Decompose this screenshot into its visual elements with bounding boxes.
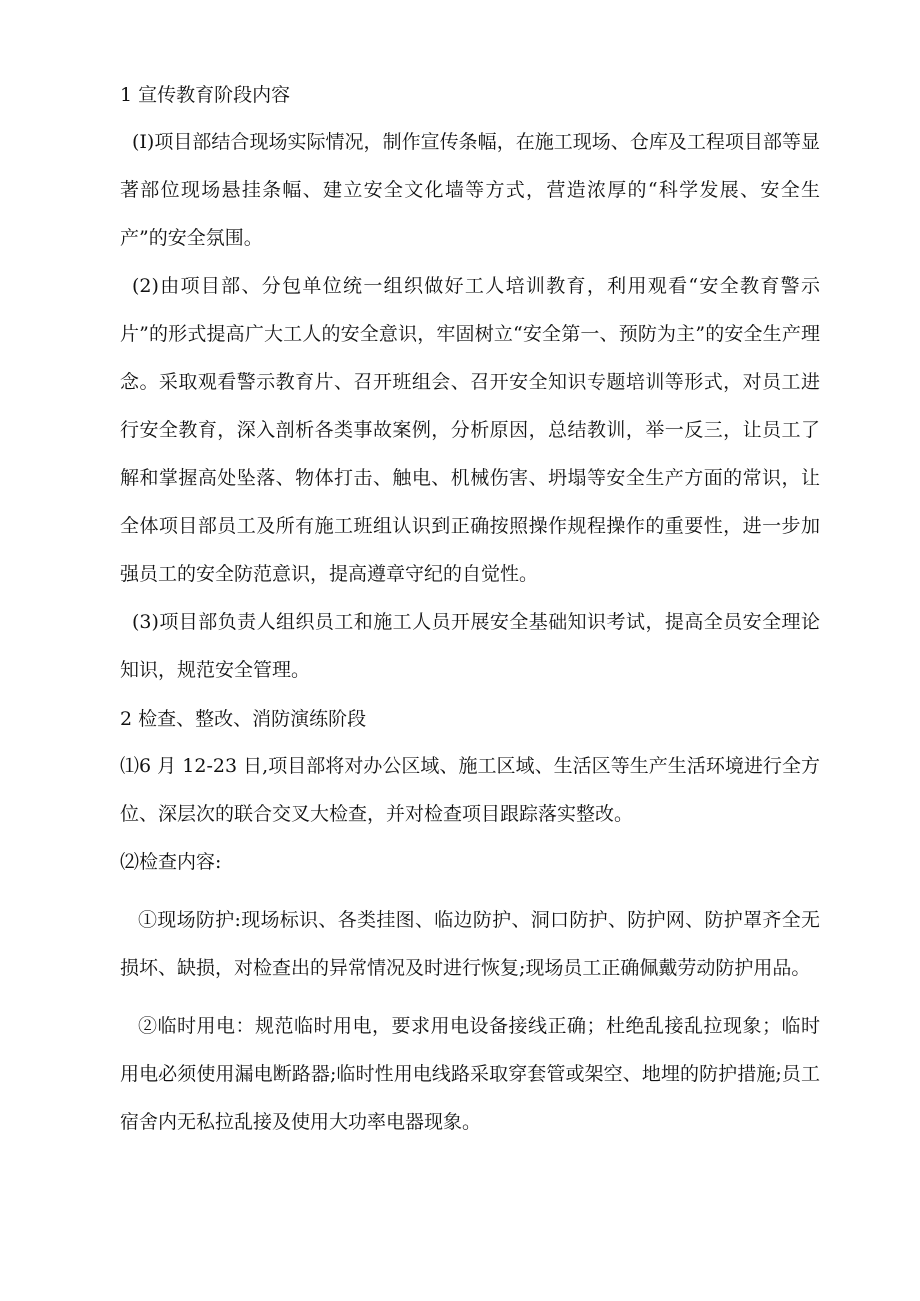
section-1-heading: 1 宣传教育阶段内容 [120,84,291,106]
document-body [120,76,820,1146]
section-2-paragraph-2: ⑵检查内容: [120,851,222,873]
section-2-heading: 2 检查、整改、消防演练阶段 [120,708,367,730]
section-1-paragraph-2: (2)由项目部、分包单位统一组织做好工人培训教育，利用观看“安全教育警示片”的形式提高广大工人的安全意识，牢固树立“安全第一、预防为主”的安全生产理念。采取观看警示教育片、召开班组会、召开安全知识专题培训等形式，对员工进行安全教育，深入剖析各类事故案例，分析原因，总结教训，举一反三，让员工了解和掌握高处坠落、物体打击、触电、机械伤害、坍塌等安全生产方面的常识，让全体项目部员工及所有施工班组认识到正确按照操作规程操作的重要性，进一步加强员工的安全防范意识，提高遵章守纪的自觉性。 [120,275,820,585]
section-2-item-2: ②临时用电：规范临时用电，要求用电设备接线正确；杜绝乱接乱拉现象；临时用电必须使用漏电断路器;临时性用电线路采取穿套管或架空、地埋的防护措施;员工宿舍内无私拉乱接及使用大功率电器现象。 [120,1015,820,1133]
section-2-paragraph-1: ⑴6 月 12-23 日,项目部将对办公区域、施工区域、生活区等生产生活环境进行全方位、深层次的联合交叉大检查，并对检查项目跟踪落实整改。 [120,755,820,825]
section-2-item-1: ①现场防护:现场标识、各类挂图、临边防护、洞口防护、防护网、防护罩齐全无损坏、缺损，对检查出的异常情况及时进行恢复;现场员工正确佩戴劳动防护用品。 [120,909,820,979]
section-1-paragraph-1: (I)项目部结合现场实际情况，制作宣传条幅，在施工现场、仓库及工程项目部等显著部位现场悬挂条幅、建立安全文化墙等方式，营造浓厚的“科学发展、安全生产”的安全氛围。 [120,131,820,249]
section-1-paragraph-3: (3)项目部负责人组织员工和施工人员开展安全基础知识考试，提高全员安全理论知识，规范安全管理。 [120,611,820,681]
